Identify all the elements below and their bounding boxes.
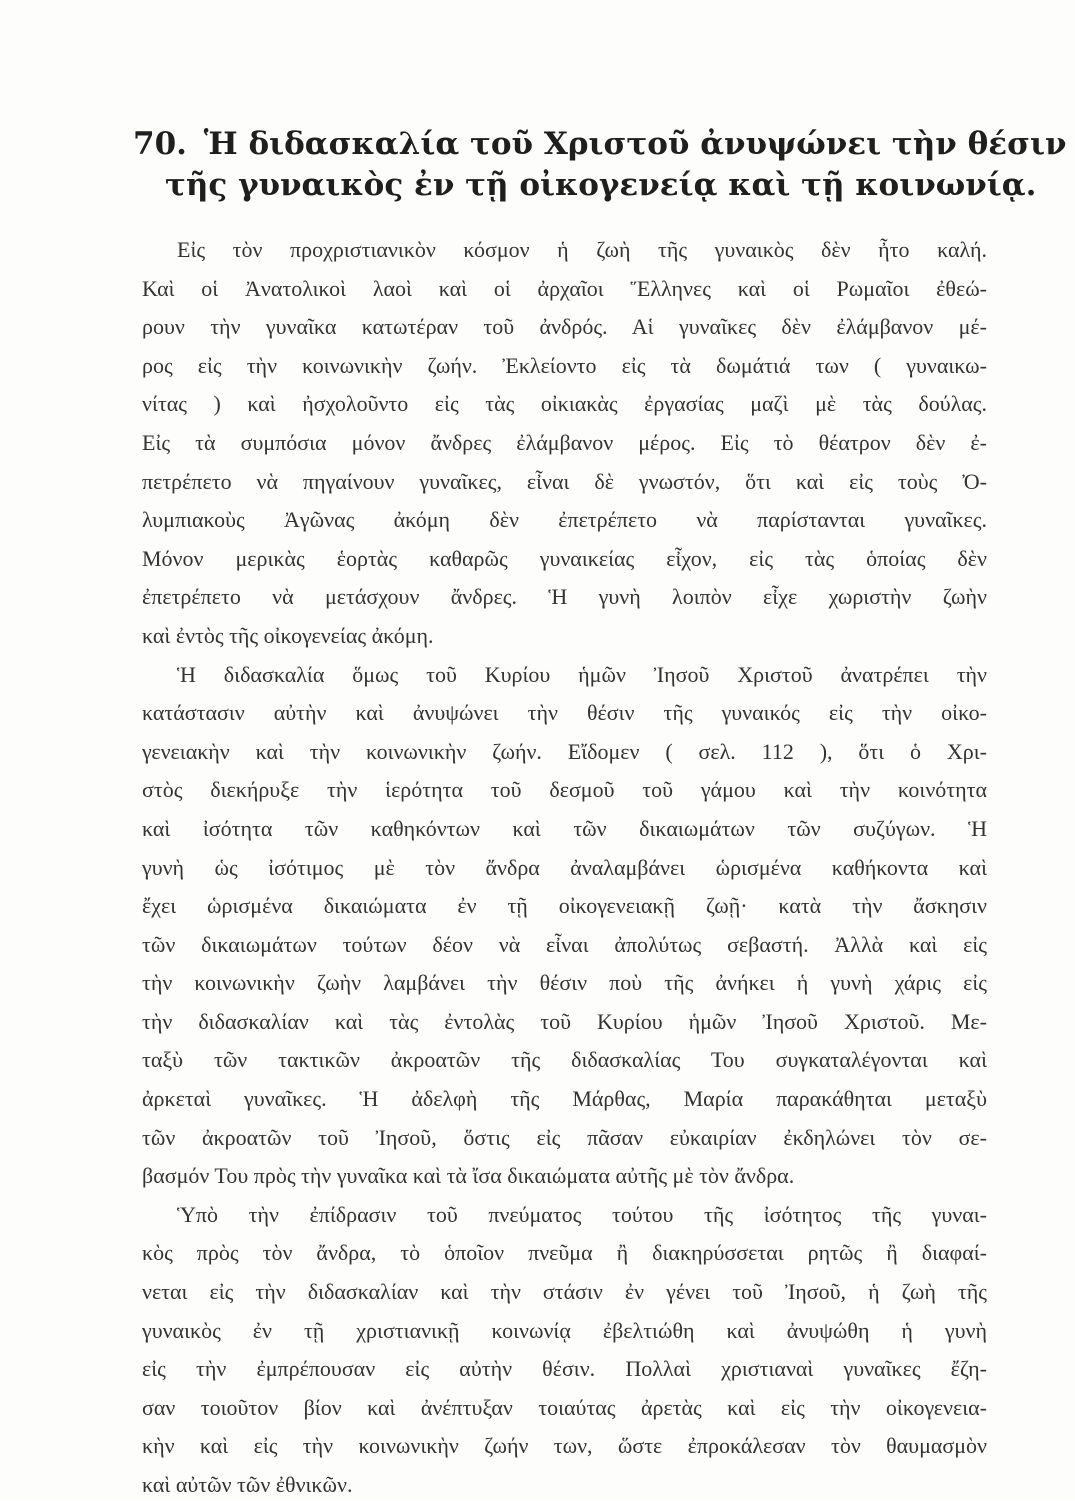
text-line: τῶν δικαιωμάτων τούτων δέον νὰ εἶναι ἀπολύτως σεβαστή. Ἀλλὰ καὶ εἰς (142, 931, 987, 957)
text-line: Καὶ οἱ Ἀνατολικοὶ λαοὶ καὶ οἱ ἀρχαῖοι Ἕλληνες καὶ οἱ Ρωμαῖοι ἐθεώ- (142, 275, 987, 301)
text-line: ταξὺ τῶν τακτικῶν ἀκροατῶν τῆς διδασκαλίας Του συγκαταλέγονται καὶ (142, 1047, 987, 1073)
text-line: τὴν διδασκαλίαν καὶ τὰς ἐντολὰς τοῦ Κυρίου ἡμῶν Ἰησοῦ Χριστοῦ. Με- (142, 1008, 987, 1034)
section-heading (133, 124, 1067, 206)
text-line: καὶ αὐτῶν τῶν ἐθνικῶν. (142, 1472, 353, 1497)
text-line: καὶ ἰσότητα τῶν καθηκόντων καὶ τῶν δικαιωμάτων τῶν συζύγων. Ἡ (142, 815, 987, 841)
heading-line-1 (133, 124, 1067, 165)
text-line: ἐπετρέπετο νὰ μετάσχουν ἄνδρες. Ἡ γυνὴ λοιπὸν εἶχε χωριστὴν ζωὴν (142, 584, 987, 610)
text-line: Εἰς τὸν προχριστιανικὸν κόσμον ἡ ζωὴ τῆς γυναικὸς δὲν ἦτο καλή. (177, 237, 987, 262)
text-line: γυνὴ ὡς ἰσότιμος μὲ τὸν ἄνδρα ἀναλαμβάνει ὡρισμένα καθήκοντα καὶ (142, 854, 987, 880)
text-line: Ὑπὸ τὴν ἐπίδρασιν τοῦ πνεύματος τούτου τῆς ἰσότητος τῆς γυναι- (177, 1201, 987, 1227)
text-line: ἀρκεταὶ γυναῖκες. Ἡ ἀδελφὴ τῆς Μάρθας, Μαρία παρακάθηται μεταξὺ (142, 1086, 987, 1112)
text-line: κὸς πρὸς τὸν ἄνδρα, τὸ ὁποῖον πνεῦμα ἢ διακηρύσσεται ρητῶς ἢ διαφαί- (142, 1240, 987, 1266)
heading-line-2: τῆς γυναικὸς ἐν τῇ οἰκογενείᾳ καὶ τῇ κοινωνίᾳ. (165, 167, 1037, 203)
text-line: ἔχει ὡρισμένα δικαιώματα ἐν τῇ οἰκογενειακῇ ζωῇ· κατὰ τὴν ἄσκησιν (142, 893, 987, 919)
text-line: πετρέπετο νὰ πηγαίνουν γυναῖκες, εἶναι δὲ γνωστόν, ὅτι καὶ εἰς τοὺς Ὀ- (142, 468, 987, 494)
text-line: σαν τοιοῦτον βίον καὶ ἀνέπτυξαν τοιαύτας ἀρετὰς καὶ εἰς τὴν οἰκογενεια- (142, 1394, 987, 1420)
text-line: κατάστασιν αὐτὴν καὶ ἀνυψώνει τὴν θέσιν τῆς γυναικός εἰς τὴν οἰκο- (142, 700, 987, 726)
text-line: νίτας ) καὶ ἠσχολοῦντο εἰς τὰς οἰκιακὰς ἐργασίας μαζὶ μὲ τὰς δούλας. (142, 391, 987, 417)
text-line: τῶν ἀκροατῶν τοῦ Ἰησοῦ, ὅστις εἰς πᾶσαν εὐκαιρίαν ἐκδηλώνει τὸν σε- (142, 1124, 987, 1150)
text-line: στὸς διεκήρυξε τὴν ἱερότητα τοῦ δεσμοῦ τοῦ γάμου καὶ τὴν κοινότητα (142, 777, 987, 803)
text-line: λυμπιακοὺς Ἀγῶνας ἀκόμη δὲν ἐπετρέπετο νὰ παρίστανται γυναῖκες. (142, 507, 987, 533)
text-line: νεται εἰς τὴν διδασκαλίαν καὶ τὴν στάσιν ἐν γένει τοῦ Ἰησοῦ, ἡ ζωὴ τῆς (142, 1279, 987, 1305)
text-line: γενειακὴν καὶ τὴν κοινωνικὴν ζωήν. Εἴδομεν ( σελ. 112 ), ὅτι ὁ Χρι- (142, 738, 987, 764)
heading-line-1-text: Ἡ διδασκαλία τοῦ Χριστοῦ ἀνυψώνει τὴν θέσιν (203, 126, 1067, 162)
text-line: καὶ ἐντὸς τῆς οἰκογενείας ἀκόμη. (142, 622, 434, 648)
text-line: ρουν τὴν γυναῖκα κατωτέραν τοῦ ἀνδρός. Αἱ γυναῖκες δὲν ἐλάμβανον μέ- (142, 314, 987, 340)
text-line: Ἡ διδασκαλία ὅμως τοῦ Κυρίου ἡμῶν Ἰησοῦ Χριστοῦ ἀνατρέπει τὴν (177, 661, 987, 687)
text-line: εἰς τὴν ἐμπρέπουσαν εἰς αὐτὴν θέσιν. Πολλαὶ χριστιαναὶ γυναῖκες ἔζη- (142, 1356, 987, 1382)
text-line: ρος εἰς τὴν κοινωνικὴν ζωήν. Ἐκλείοντο εἰς τὰ δωμάτιά των ( γυναικω- (142, 352, 987, 378)
section-number: 70. (133, 126, 187, 162)
text-line: Εἰς τὰ συμπόσια μόνον ἄνδρες ἐλάμβανον μέρος. Εἰς τὸ θέατρον δὲν ἐ- (142, 429, 987, 455)
text-line: γυναικὸς ἐν τῇ χριστιανικῇ κοινωνίᾳ ἐβελτιώθη καὶ ἀνυψώθη ἡ γυνὴ (142, 1317, 987, 1343)
text-line: Μόνον μερικὰς ἑορτὰς καθαρῶς γυναικείας εἶχον, εἰς τὰς ὁποίας δὲν (142, 545, 987, 571)
text-line: βασμόν Του πρὸς τὴν γυναῖκα καὶ τὰ ἴσα δικαιώματα αὐτῆς μὲ τὸν ἄνδρα. (142, 1163, 795, 1189)
text-line: τὴν κοινωνικὴν ζωὴν λαμβάνει τὴν θέσιν ποὺ τῆς ἀνήκει ἡ γυνὴ χάρις εἰς (142, 970, 987, 996)
body-text (142, 231, 987, 1505)
text-line: κὴν καὶ εἰς τὴν κοινωνικὴν ζωήν των, ὥστε ἐπροκάλεσαν τὸν θαυμασμὸν (142, 1433, 987, 1459)
